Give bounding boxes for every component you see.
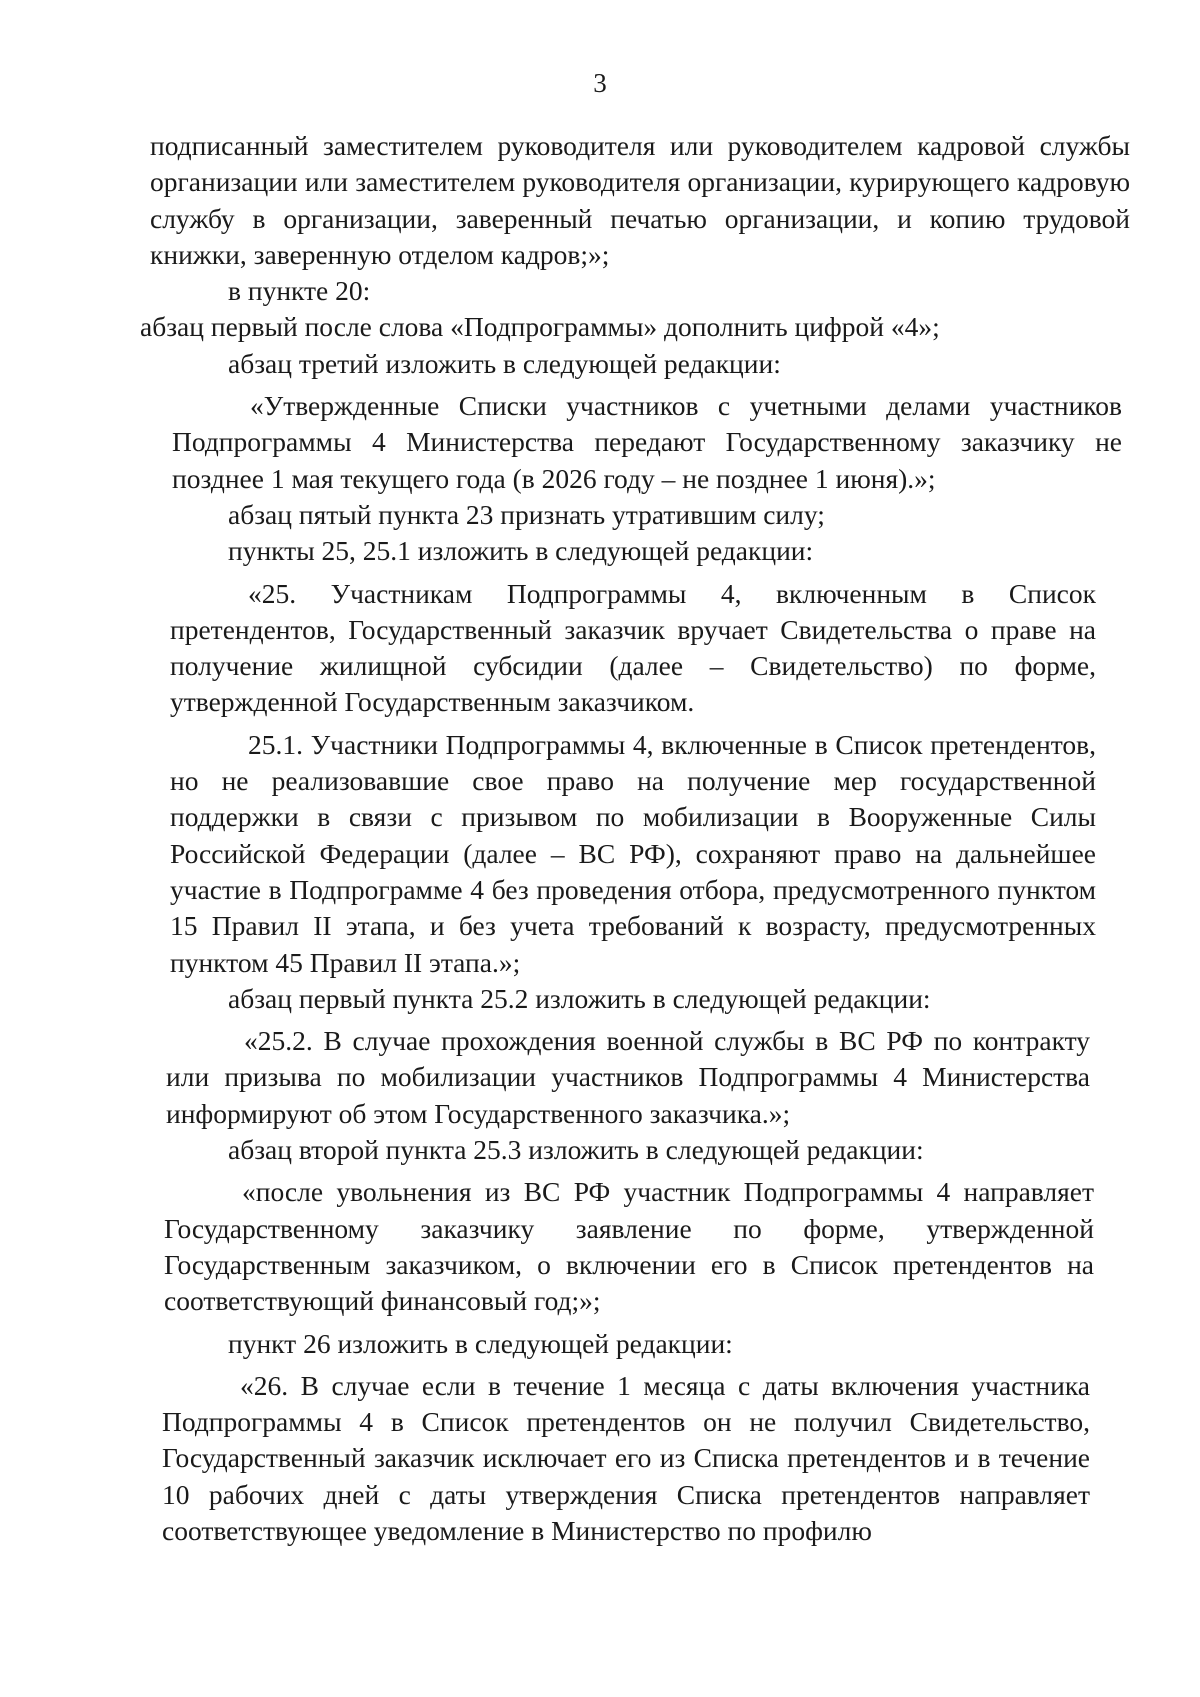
paragraph-quote-25: «25. Участникам Подпрограммы 4, включенным в Список претендентов, Государственный заказчик вручает Свидетельства о праве на получение жилищной субсидии (далее – Свидетельство) по форме, утвержденной Государственным заказчиком. [170, 577, 1096, 718]
document-body [140, 128, 1130, 1549]
paragraph-quote-lists: «Утвержденные Списки участников с учетными делами участников Подпрограммы 4 Министерства передают Государственному заказчику не позднее 1 мая текущего года (в 2026 году – не позднее 1 июня).»; [172, 390, 1122, 494]
paragraph-continuation: подписанный заместителем руководителя или руководителем кадровой службы организации или заместителем руководителя организации, курирующего кадровую службу в организации, заверенный печатью организации, и копию трудовой книжки, заверенную отделом кадров;»; [150, 130, 1130, 270]
paragraph-amend-26: пункт 26 изложить в следующей редакции: [228, 1327, 733, 1359]
paragraph-amend-third: абзац третий изложить в следующей редакции: [228, 347, 781, 379]
paragraph-amend-fifth: абзац пятый пункта 23 признать утратившим силу; [228, 498, 825, 530]
paragraph-item-25-1: 25.1. Участники Подпрограммы 4, включенные в Список претендентов, но не реализовавшие свое право на получение мер государственной поддержки в связи с призывом по мобилизации в Вооруженные Силы Российской Федерации (далее – ВС РФ), сохраняют право на дальнейшее участие в Подпрограмме 4 без проведения отбора, предусмотренного пунктом 15 Правил II этапа, и без учета требований к возрасту, предусмотренных пунктом 45 Правил II этапа.»; [170, 728, 1096, 978]
paragraph-item-20: в пункте 20: [228, 275, 371, 307]
paragraph-amend-25-3: абзац второй пункта 25.3 изложить в следующей редакции: [228, 1134, 924, 1166]
paragraph-quote-26: «26. В случае если в течение 1 месяца с даты включения участника Подпрограммы 4 в Список претендентов он не получил Свидетельство, Государственный заказчик исключает его из Списка претендентов и в течение 10 рабочих дней с даты утверждения Списка претендентов направляет соответствующее уведомление в Министерство по профилю [162, 1369, 1090, 1546]
paragraph-items-25: пункты 25, 25.1 изложить в следующей редакции: [228, 535, 814, 567]
paragraph-quote-25-2: «25.2. В случае прохождения военной службы в ВС РФ по контракту или призыва по мобилизации участников Подпрограммы 4 Министерства информируют об этом Государственного заказчика.»; [166, 1025, 1090, 1129]
paragraph-amend-first: абзац первый после слова «Подпрограммы» дополнить цифрой «4»; [140, 311, 940, 343]
paragraph-quote-25-3: «после увольнения из ВС РФ участник Подпрограммы 4 направляет Государственному заказчику заявление по форме, утвержденной Государственным заказчиком, о включении его в Список претендентов на соответствующий финансовый год;»; [164, 1176, 1094, 1317]
paragraph-amend-25-2: абзац первый пункта 25.2 изложить в следующей редакции: [228, 982, 931, 1014]
page-number: 3 [593, 68, 607, 98]
